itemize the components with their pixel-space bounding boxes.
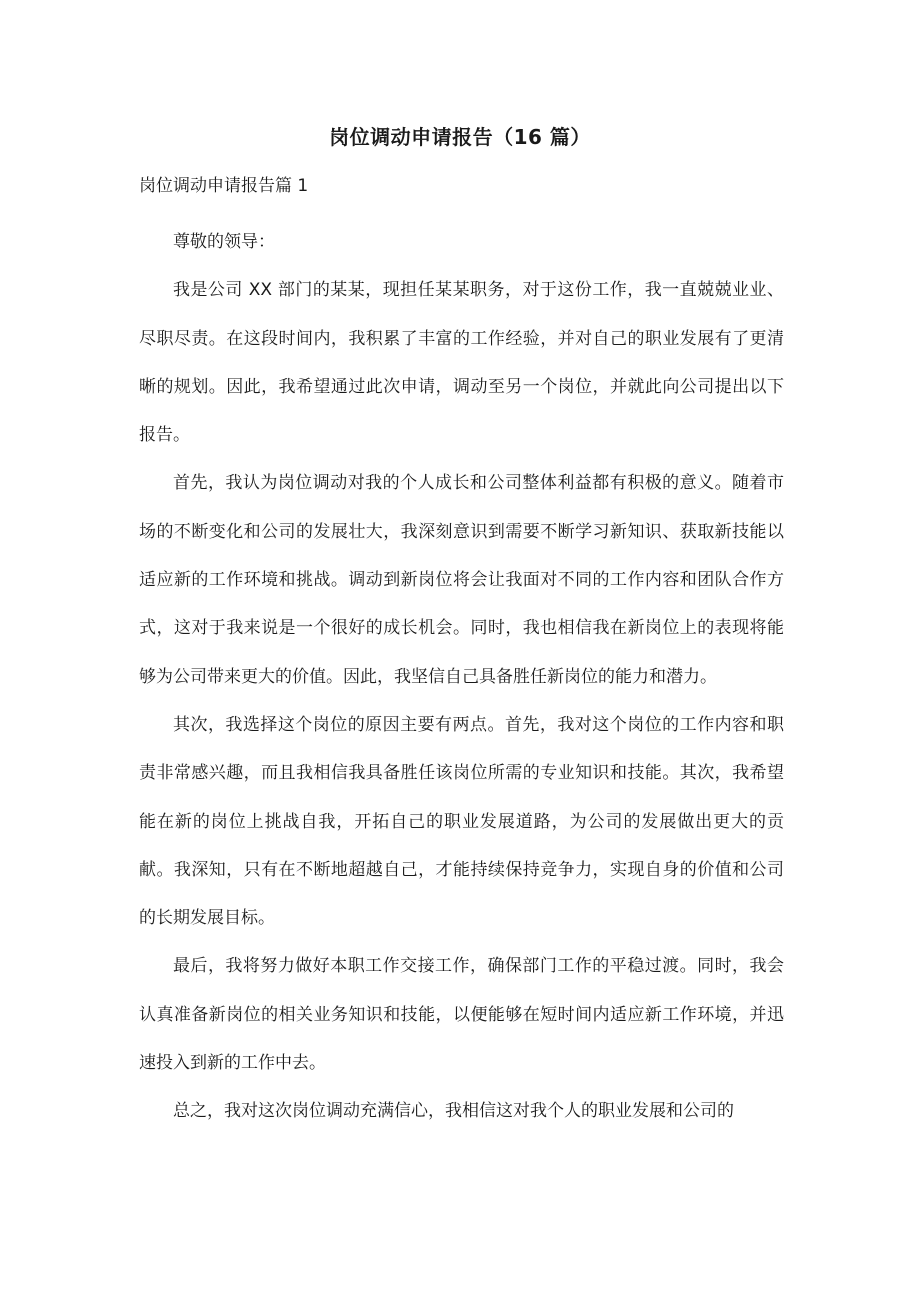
document-title: 岗位调动申请报告（16 篇） [329,125,591,149]
document-body [139,218,784,1136]
paragraph-3: 其次，我选择这个岗位的原因主要有两点。首先，我对这个岗位的工作内容和职责非常感兴趣，而且我相信我具备胜任该岗位所需的专业知识和技能。其次，我希望能在新的岗位上挑战自我，开拓自己的职业发展道路，为公司的发展做出更大的贡献。我深知，只有在不断地超越自己，才能持续保持竞争力，实现自身的价值和公司的长期发展目标。 [139,714,784,929]
paragraph-1: 我是公司 XX 部门的某某，现担任某某职务，对于这份工作，我一直兢兢业业、尽职尽责。在这段时间内，我积累了丰富的工作经验，并对自己的职业发展有了更清晰的规划。因此，我希望通过此次申请，调动至另一个岗位，并就此向公司提出以下报告。 [139,280,784,446]
salutation: 尊敬的领导： [173,232,275,252]
paragraph-5: 总之，我对这次岗位调动充满信心，我相信这对我个人的职业发展和公司的 [173,1101,734,1122]
section-heading: 岗位调动申请报告篇 1 [139,176,309,196]
paragraph-4: 最后，我将努力做好本职工作交接工作，确保部门工作的平稳过渡。同时，我会认真准备新岗位的相关业务知识和技能，以便能够在短时间内适应新工作环境，并迅速投入到新的工作中去。 [139,956,784,1074]
paragraph-2: 首先，我认为岗位调动对我的个人成长和公司整体利益都有积极的意义。随着市场的不断变化和公司的发展壮大，我深刻意识到需要不断学习新知识、获取新技能以适应新的工作环境和挑战。调动到新岗位将会让我面对不同的工作内容和团队合作方式，这对于我来说是一个很好的成长机会。同时，我也相信我在新岗位上的表现将能够为公司带来更大的价值。因此，我坚信自己具备胜任新岗位的能力和潜力。 [139,473,784,687]
